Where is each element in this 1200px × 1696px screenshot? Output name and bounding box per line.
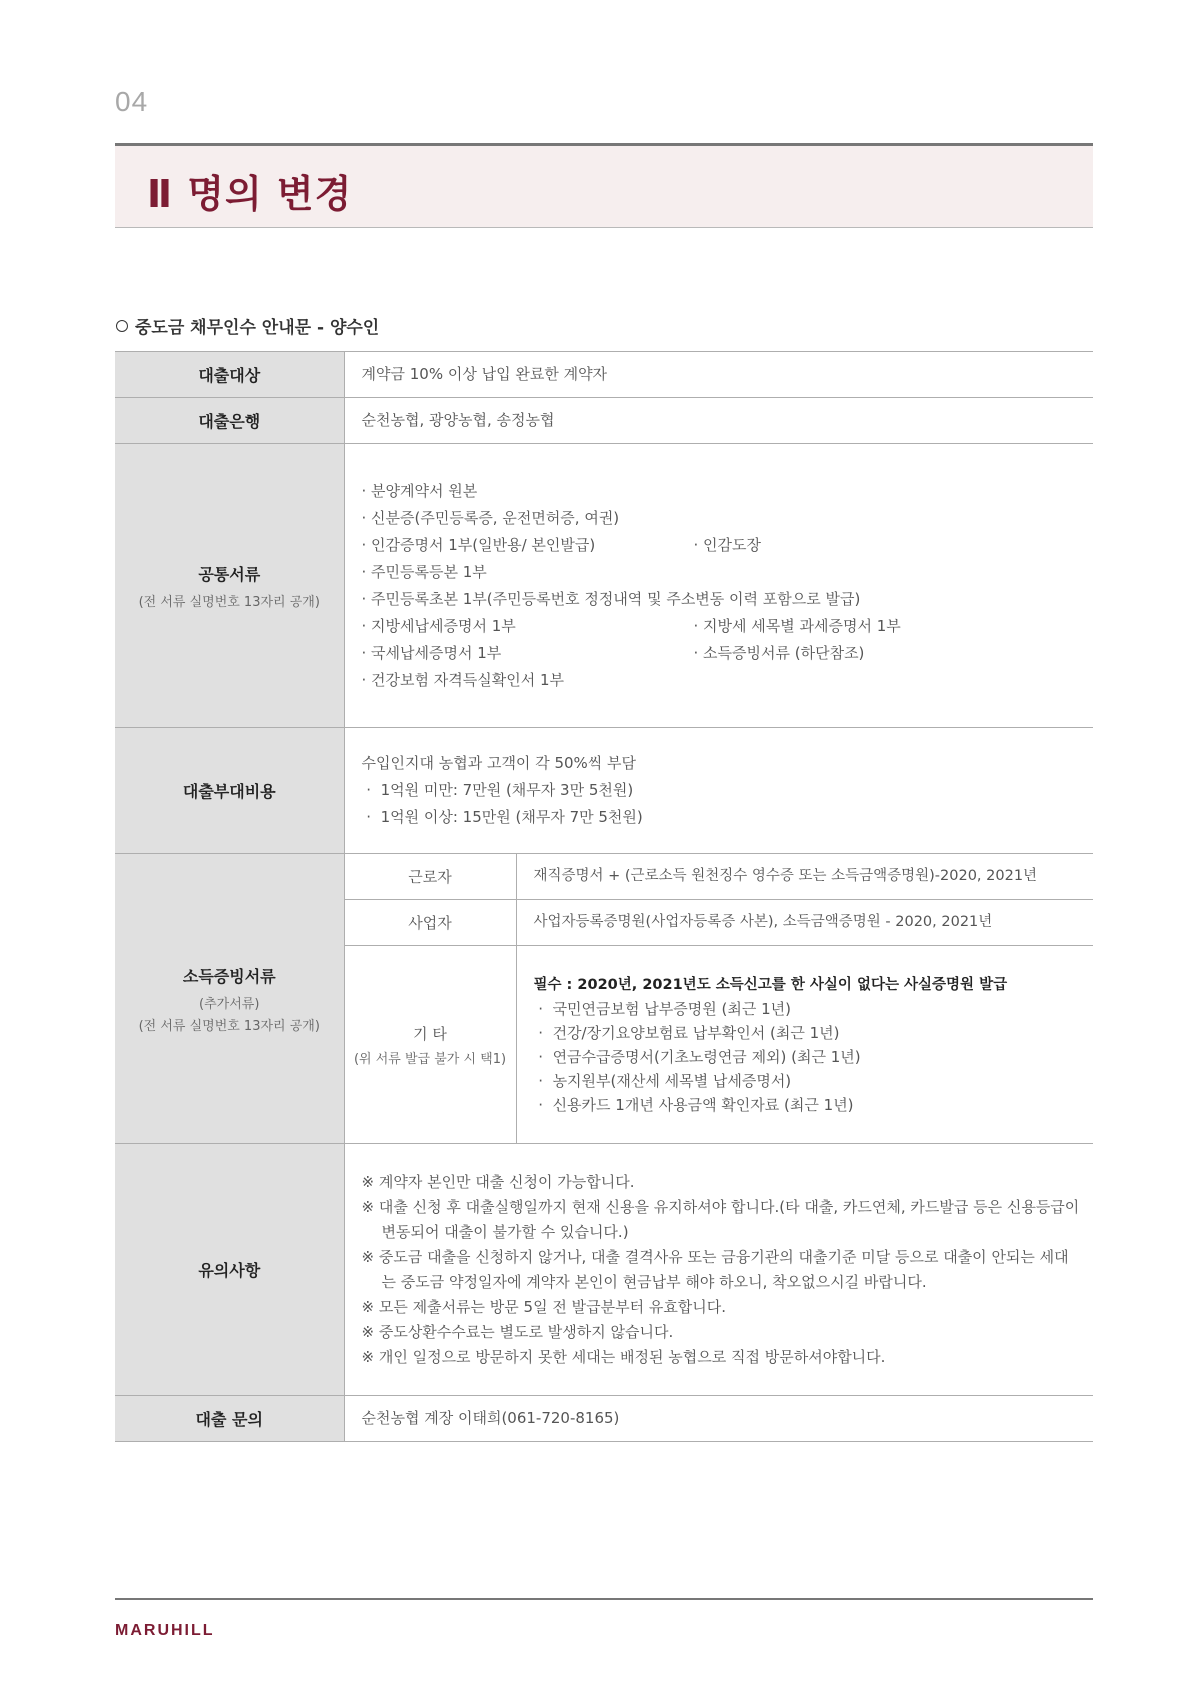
list-item: · 건강/장기요양보험료 납부확인서 (최근 1년) bbox=[533, 1023, 840, 1042]
list-item: · 신분증(주민등록증, 운전면허증, 여권) bbox=[361, 508, 620, 527]
table-row bbox=[115, 1396, 1093, 1442]
list-item: · 연금수급증명서(기초노령연금 제외) (최근 1년) bbox=[533, 1047, 861, 1066]
label-worker: 근로자 bbox=[344, 854, 516, 900]
label-common-docs-sub: (전 서류 실명번호 13자리 공개) bbox=[138, 594, 320, 610]
list-item bbox=[362, 640, 1084, 667]
notes-content bbox=[344, 1144, 1093, 1396]
list-item: 수입인지대 농협과 고객이 각 50%씩 부담 bbox=[361, 754, 637, 772]
common-docs-list bbox=[344, 444, 1093, 728]
title-band bbox=[115, 143, 1093, 228]
table-row bbox=[115, 854, 1093, 900]
table-row bbox=[115, 398, 1093, 444]
content-inquiry: 순천농협 계장 이태희(061-720-8165) bbox=[344, 1396, 1093, 1442]
table-row bbox=[115, 444, 1093, 728]
label-income-sub2: (전 서류 실명번호 13자리 공개) bbox=[138, 1018, 320, 1034]
list-item: · 건강보험 자격득실확인서 1부 bbox=[361, 670, 564, 689]
list-item bbox=[362, 532, 1084, 559]
label-common-docs: 공통서류 bbox=[198, 564, 261, 584]
label-notes: 유의사항 bbox=[115, 1144, 344, 1396]
note-item: ※ 계약자 본인만 대출 신청이 가능합니다. bbox=[361, 1172, 635, 1191]
brand-logo: MARUHILL bbox=[115, 1622, 215, 1639]
label-income-cell bbox=[115, 854, 344, 1144]
required-line: 필수 : 2020년, 2021년도 소득신고를 한 사실이 없다는 사실증명원 발급 bbox=[533, 976, 1008, 993]
list-item: · 분양계약서 원본 bbox=[361, 481, 478, 500]
list-item: · 주민등록등본 1부 bbox=[361, 562, 487, 581]
page-number: 04 bbox=[115, 86, 149, 117]
note-item: ※ 중도금 대출을 신청하지 않거나, 대출 결격사유 또는 금융기관의 대출기준 미달 등으로 대출이 안되는 세대는 중도금 약정일자에 계약자 본인이 현금납부 해야 하오니, 착오없으시길 바랍니다. bbox=[361, 1247, 1069, 1291]
section-heading bbox=[116, 313, 379, 338]
other-content bbox=[516, 946, 1093, 1144]
table-row bbox=[115, 1144, 1093, 1396]
list-item-right: · 소득증빙서류 (하단참조) bbox=[693, 643, 865, 662]
list-item-right: · 지방세 세목별 과세증명서 1부 bbox=[693, 616, 901, 635]
list-item: · 국민연금보험 납부증명원 (최근 1년) bbox=[533, 999, 791, 1018]
list-item-left: · 인감증명서 1부(일반용/ 본인발급) bbox=[361, 535, 596, 554]
content-bank: 순천농협, 광양농협, 송정농협 bbox=[344, 398, 1093, 444]
label-other-sub: (위 서류 발급 불가 시 택1) bbox=[353, 1051, 507, 1067]
list-item: · 농지원부(재산세 세목별 납세증명서) bbox=[533, 1071, 792, 1090]
label-other: 기 타 bbox=[413, 1024, 447, 1043]
loan-info-table bbox=[115, 351, 1093, 1442]
cost-content bbox=[344, 728, 1093, 854]
circle-bullet-icon bbox=[116, 320, 128, 332]
note-item: ※ 모든 제출서류는 방문 5일 전 발급분부터 유효합니다. bbox=[361, 1297, 727, 1316]
list-item-left: · 지방세납세증명서 1부 bbox=[361, 616, 516, 635]
label-income: 소득증빙서류 bbox=[182, 966, 276, 986]
list-item bbox=[362, 613, 1084, 640]
table-row bbox=[115, 728, 1093, 854]
list-item: · 주민등록초본 1부(주민등록번호 정정내역 및 주소변동 이력 포함으로 발급) bbox=[361, 589, 861, 608]
label-business: 사업자 bbox=[344, 900, 516, 946]
label-common-docs-cell bbox=[115, 444, 344, 728]
label-bank: 대출은행 bbox=[115, 398, 344, 444]
note-item: ※ 개인 일정으로 방문하지 못한 세대는 배정된 농협으로 직접 방문하셔야합니다. bbox=[361, 1347, 886, 1366]
label-target: 대출대상 bbox=[115, 352, 344, 398]
note-item: ※ 대출 신청 후 대출실행일까지 현재 신용을 유지하셔야 합니다.(타 대출, 카드연체, 카드발급 등은 신용등급이 변동되어 대출이 불가할 수 있습니다.) bbox=[361, 1197, 1080, 1241]
list-item: · 1억원 미만: 7만원 (채무자 3만 5천원) bbox=[361, 781, 634, 799]
section-heading-text: 중도금 채무인수 안내문 - 양수인 bbox=[135, 318, 380, 338]
list-item-left: · 국세납세증명서 1부 bbox=[361, 643, 502, 662]
content-worker: 재직증명서 + (근로소득 원천징수 영수증 또는 소득금액증명원)-2020, 2021년 bbox=[516, 854, 1093, 900]
list-item-right: · 인감도장 bbox=[693, 535, 761, 554]
note-item: ※ 중도상환수수료는 별도로 발생하지 않습니다. bbox=[361, 1322, 674, 1341]
table-row bbox=[115, 352, 1093, 398]
page-title: Ⅱ 명의 변경 bbox=[147, 172, 353, 216]
content-target: 계약금 10% 이상 납입 완료한 계약자 bbox=[344, 352, 1093, 398]
label-income-sub1: (추가서류) bbox=[199, 996, 260, 1012]
list-item: · 신용카드 1개년 사용금액 확인자료 (최근 1년) bbox=[533, 1095, 854, 1114]
content-business: 사업자등록증명원(사업자등록증 사본), 소득금액증명원 - 2020, 2021년 bbox=[516, 900, 1093, 946]
label-inquiry: 대출 문의 bbox=[115, 1396, 344, 1442]
label-other-cell bbox=[344, 946, 516, 1144]
footer-divider bbox=[115, 1598, 1093, 1600]
list-item: · 1억원 이상: 15만원 (채무자 7만 5천원) bbox=[361, 808, 643, 826]
label-cost: 대출부대비용 bbox=[115, 728, 344, 854]
